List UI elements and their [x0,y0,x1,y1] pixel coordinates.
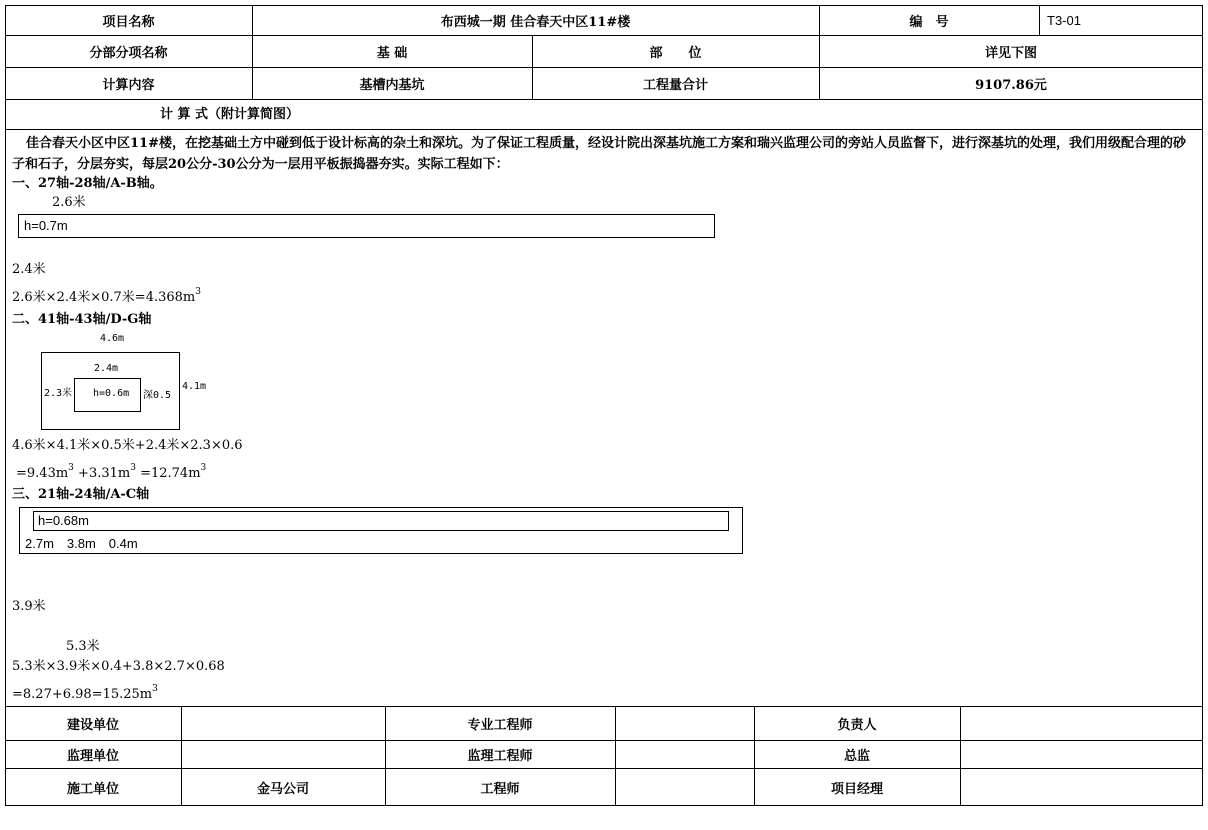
section1-dim-left: 2.4米 [12,262,46,277]
section2-inner-left: 2.3米 [44,388,73,399]
pro-engineer-value [615,706,754,740]
location-label: 部 位 [649,45,702,61]
responsible-value [960,706,1203,740]
superscript: 3 [152,684,158,694]
section3-inner-label: h=0.68m [38,513,89,528]
construction-unit-value: 金马公司 [256,781,309,797]
calc-part: =12.74m [140,466,201,481]
section1-pit-diagram [18,214,715,238]
number-label: 编 号 [909,14,949,30]
project-name-value: 布西城一期 佳合春天中区11#楼 [440,14,631,30]
project-manager-value [960,768,1203,806]
section1-calc [12,287,201,306]
calc-part: =8.27+6.98=15.25m [12,687,153,702]
location-value: 详见下图 [984,45,1037,61]
section3-dims: 2.7m 3.8m 0.4m [25,536,138,551]
section2-title: 二、41轴-43轴/D-G轴 [12,312,152,327]
project-name-label: 项目名称 [102,14,155,30]
section3-dim-left: 3.9米 [12,599,46,614]
section1-calc-text: 2.6米×2.4米×0.7米=4.368m [12,290,196,305]
section3-title: 三、21轴-24轴/A-C轴 [12,487,150,502]
cost-label: 工程量合计 [642,77,708,93]
calc-part: +3.31m [78,466,131,481]
number-value: T3-01 [1047,12,1081,28]
project-manager-label: 项目经理 [830,781,883,797]
superscript: 3 [68,463,74,473]
calc-content-value: 基槽内基坑 [359,77,425,93]
supervision-engineer-value [615,740,754,768]
superscript: 3 [130,463,136,473]
section1-title: 一、27轴-28轴/A-B轴。 [12,176,163,191]
supervision-engineer-label: 监理工程师 [467,748,533,764]
engineer-value [615,768,754,806]
engineer-label: 工程师 [480,781,520,797]
formula-title: 计 算 式（附计算简图） [160,107,300,122]
subdivision-value: 基 础 [376,45,408,61]
intro-paragraph: 佳合春天小区中区11#楼，在挖基础土方中碰到低于设计标高的杂土和深坑。为了保证工程质量，经设计院出深基坑施工方案和瑞兴监理公司的旁站人员监督下，进行深基坑的处理，我们用级配合理的砂子和石子，分层夯实，每层20公分-30公分为一层用平板振捣器夯实。实际工程如下： [12,136,1186,172]
section3-calc-line2 [12,684,158,703]
section2-inner-label: h=0.6m [93,388,130,399]
section2-calc-line2 [16,463,207,482]
subdivision-label: 分部分项名称 [89,45,168,61]
calc-part: =9.43m [16,466,69,481]
cost-value: 9107.86元 [975,77,1047,93]
calc-content-label: 计算内容 [102,77,155,93]
chief-supervisor-label: 总监 [843,748,870,764]
superscript: 3 [200,463,207,473]
section1-box-label: h=0.7m [24,218,68,233]
section3-dim-top: 5.3米 [66,639,100,654]
supervision-unit-label: 监理单位 [66,748,119,764]
responsible-label: 负责人 [837,717,877,733]
superscript: 3 [195,287,201,297]
section1-dim-top: 2.6米 [52,195,86,210]
build-unit-label: 建设单位 [66,717,119,733]
section2-inner-right: 深0.5 [143,390,172,401]
section2-calc-line1: 4.6米×4.1米×0.5米+2.4米×2.3×0.6 [12,438,243,453]
pro-engineer-label: 专业工程师 [467,717,533,733]
form-border [5,5,1203,806]
construction-unit-label: 施工单位 [66,781,119,797]
section2-inner-top: 2.4m [94,363,119,374]
section2-outer-right: 4.1m [182,381,207,392]
supervision-unit-value [181,740,385,768]
row-divider [5,99,1203,100]
chief-supervisor-value [960,740,1203,768]
row-divider [5,129,1203,130]
section2-outer-top: 4.6m [100,333,125,344]
section3-inner-pit [33,511,729,531]
build-unit-value [181,706,385,740]
section3-calc-line1: 5.3米×3.9米×0.4+3.8×2.7×0.68 [12,659,225,674]
